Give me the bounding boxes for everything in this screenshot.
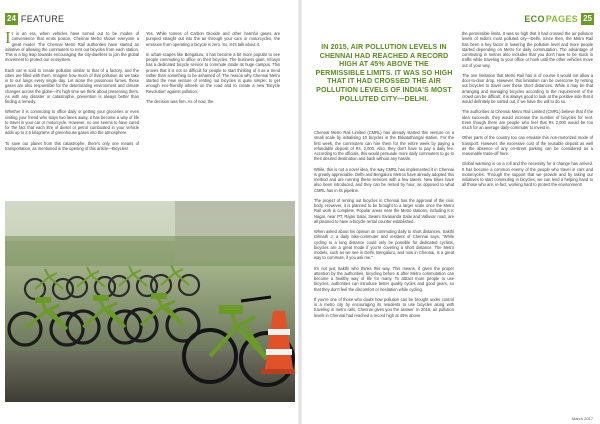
paragraph: When asked about his opinion on commuting daily to short distances, Sakthi Gilmath J, a daily bike-commuter and resident of Chennai says, "While cycling to a long distance could only be possible for dedicated cyclists, bicycles are a great mode if you're covering a short distance. The Metro models, such as we see in Delhi, Bengaluru, and now in Chennai, is a great way to commute, if you ask me." xyxy=(314,229,454,261)
left-column-1 xyxy=(5,28,139,156)
page-gutter xyxy=(298,0,302,424)
right-page xyxy=(300,0,600,424)
paragraph: Global warming is on a roll and the necessity for a change has arrived. It has become a common enemy of the people who travel in cars and motorcycles. Through the support that we provide and by taking our initiatives to start commuting in bicycles, we can lend a helping hand to all those who are, in-fact, working hard to protect the environment! xyxy=(462,161,593,188)
page-number-left: 24 xyxy=(7,14,16,23)
paragraph: Whether it is commuting to office daily or getting your groceries or even visiting your friend who stays two lanes away, it has become a way of life to travel in your car or motorcycle. However, no one seems to have cared for the fact that each litre of diesel or petrol combusted in your vehicle adds up to 2.5 kilograms of greenhouse gases into the atmosphere. xyxy=(5,109,139,136)
paragraph: It is an era, when vehicles have turned out to be modes of convenience that emits poison, Chennai Metro shows everyone a great model. The Chennai Metro Rail authorities have started an initiative of allowing the commuters to rent out bicycles from each station. This is a big leap towards encouraging the city-dwellers to join the global movement to protect our ecosystem. xyxy=(5,28,139,63)
right-column-1 xyxy=(314,130,454,323)
paragraph: The one limitation that Metro Rail has is of course it would not allow a door-to-door drop. However, this limitation can be overcome by renting out bicycles to travel over these short distances. While it may be that arranging and managing bicycles according to the requirement of the crowd can be difficult, it is always good to look at the positive side that it would definitely be sorted out, if we have the will to do so. xyxy=(462,72,593,104)
drop-cap: I xyxy=(5,28,11,47)
paragraph: the permissible limits. It was so high that it had crossed the air pollution levels of India's most polluted city—Delhi. Since then, the Metro Rail has been a key factor in lowering the pollution level and more people started depending on Metro for daily commutation. The advantage of commuting in metros also includes that you don't have to be stuck in traffic while traveling to your office or honk until the other vehicles move out of your way. xyxy=(462,31,593,68)
paragraph: If you're one of those who doubt how pollution can be brought under control in a metro city by encouraging its residents to use bicycles along with traveling in metro rails, Chennai gives you the answer. In 2015, air pollution levels in Chennai had reached a record high at 45% above xyxy=(314,296,454,318)
paragraph: It's not just Sakthi who thinks this way. This means, if given the proper attention by the authorities, bicycling before & after Metro commutation can become a healthy way of life for many. To attract more people to use bicycles, authorities can introduce better quality cycles and good gears, so that they don't feel the discomfort or hesitation while cycling. xyxy=(314,265,454,292)
bicycles-parked-photo xyxy=(5,201,295,402)
paragraph: Chennai Metro Rail Limited (CMRL) has already started this venture on a small scale by initialising 10 bicycles in the Ekkatuthangal station. For the first week, the commuters can hire them for the entire week by paying a refundable deposit of Rs. 2,000. Also, they don't have to pay a daily fee. According to the officials, this would persuade more daily commuters to go to their desired destination and back without any hassle. xyxy=(314,130,454,162)
paragraph: Yes. While tonnes of Carbon Dioxide and other harmful gases are pumped straight out into the air through your cars or motorcycles, the emission from operating a bicycle is zero. So, let's talk about it. xyxy=(146,31,280,47)
issue-date: March 2017 xyxy=(571,416,593,421)
paragraph: While, this is not a novel idea, the way CMRL has implemented it in Chennai is greatly appreciable. Delhi and Bengaluru Metros have already adopted this method and are running these services with a few takers. New bikes have also been introduced, and they can be rented by hour, as opposed to what CMRL has in its pipeline. xyxy=(314,166,454,193)
logo-pages: PAGES xyxy=(545,14,579,24)
page-header-left xyxy=(5,13,64,25)
bicycles-illustration xyxy=(5,201,295,402)
page-number-right: 25 xyxy=(583,14,592,23)
paragraph: The decision was firm. As of now, the xyxy=(146,98,214,104)
paragraph: Each car is sold to create pollution similar to that of a factory, and the cities are filled with them. Imagine how much of that pollution do we take in to our lungs every single day. Let alone the poisonous fumes, these gases are also responsible for the deteriorating environment and climate changes across the globe—it's high time we think about preserving them. As with any disaster or catastrophe, prevention is always better than finding a remedy. xyxy=(5,67,139,104)
section-label: FEATURE xyxy=(20,14,65,24)
right-column-2 xyxy=(462,31,593,193)
left-column-2 xyxy=(146,31,280,109)
logo-eco: ECO xyxy=(524,14,545,24)
paragraph: The authorities at Chennai Metro Rail Limited (CMRL) believe that if the idea succeeds, they would increase the number of bicycles for rent. Even though there are people who feel that Rs 2,000 would be too much for an average daily-commuter to invest in. xyxy=(462,109,593,130)
paragraph: Other parts of the country too can emulate this non-motorized mode of transport. However, the excessive cost of the reusable deposit as well as the absence of any on-street parking can be considered as a reasonable trade-off here. xyxy=(462,135,593,156)
page-header-right xyxy=(524,12,594,26)
paragraph: In urban-scapes like Bengaluru, it has become a bit more popular to see people commuting to office on their bicycles. The business giant, Infosys has a dedicated bicycle service to commute inside its huge campus. This proves that it is not so difficult for people to start thinking of it as a trend rather than something to be ashamed of. The reason why Chennai Metro started the new venture of renting out bicycles is quite simple: to get enough eco-friendly wheels on the road and to create a new 'Bicycle Revolution' against pollution. xyxy=(146,51,280,94)
pull-quote: IN 2015, AIR POLLUTION LEVELS IN CHENNAI HAD REACHED A RECORD HIGH AT 45% ABOVE THE PERMISSIBLE LIMITS. IT WAS SO HIGH THAT IT HAD CROSSED THE AIR POLLUTION LEVELS OF INDIA'S MOST POLLUTED CITY—DELHI. xyxy=(315,43,453,103)
paragraph: The project of renting out bicycles in Chennai has the approval of the civic body. However, it is planned to be brought to a larger scale once the Metro Rail work is complete. Popular areas near the Metro stations, including K.K Nagar, near PT, Rajan Salai, Swami Sivananda Salai and Valluvar road, are all planned to have a bicycle rental counter established. xyxy=(314,197,454,224)
paragraph: To save our planet from this catastrophe, there's only one means of transportation, as mentioned in the opening of this article—Bicycles! xyxy=(5,140,139,151)
